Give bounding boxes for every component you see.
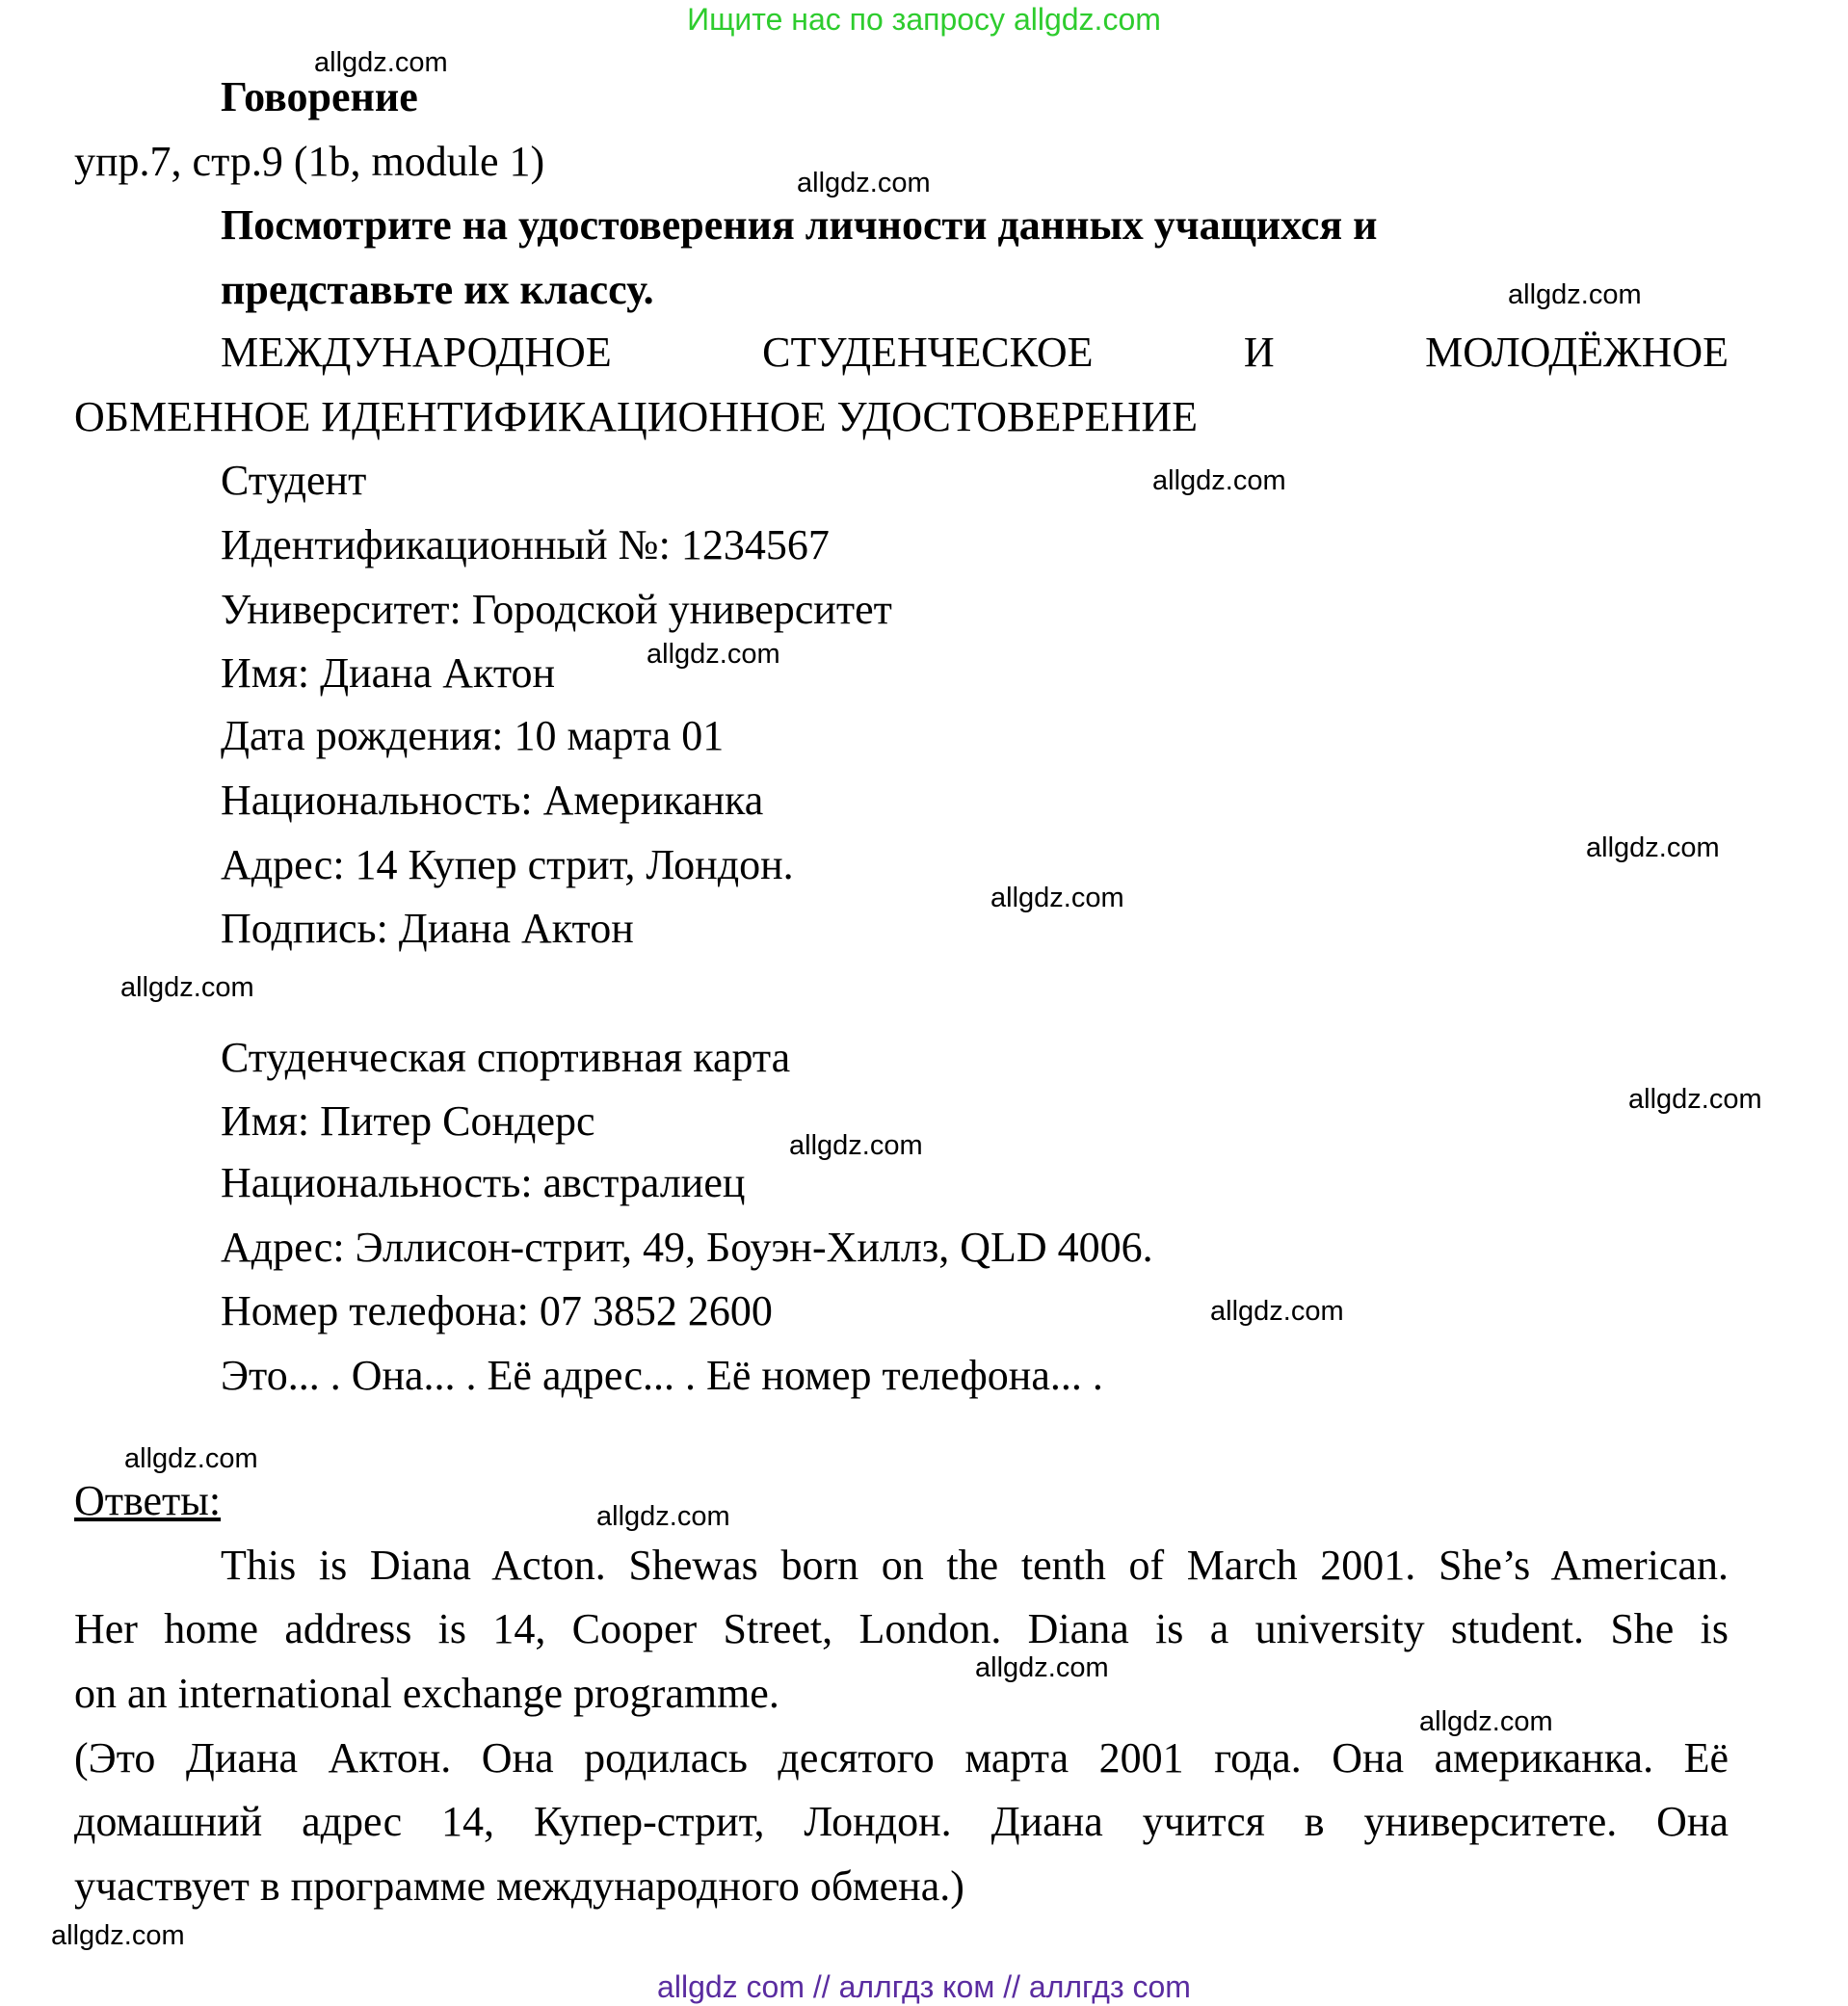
card2-line: Адрес: Эллисон-стрит, 49, Боуэн-Хиллз, QLD 4006. bbox=[221, 1224, 1153, 1271]
task-line: представьте их классу. bbox=[221, 266, 654, 313]
header-banner[interactable]: Ищите нас по запросу allgdz.com bbox=[687, 2, 1161, 37]
watermark: allgdz.com bbox=[1508, 279, 1642, 310]
card-line: Подпись: Диана Актон bbox=[221, 905, 634, 952]
watermark: allgdz.com bbox=[1210, 1296, 1344, 1327]
answer-line: домашний адрес 14, Купер-стрит, Лондон. Диана учится в университете. Она bbox=[74, 1798, 1729, 1845]
watermark: allgdz.com bbox=[1586, 832, 1720, 863]
watermark: allgdz.com bbox=[789, 1130, 923, 1161]
card-title-line: ОБМЕННОЕ ИДЕНТИФИКАЦИОННОЕ УДОСТОВЕРЕНИЕ bbox=[74, 393, 1198, 440]
watermark: allgdz.com bbox=[124, 1443, 258, 1474]
card-line: Национальность: Американка bbox=[221, 777, 764, 824]
card-line: Идентификационный №: 1234567 bbox=[221, 521, 830, 568]
watermark: allgdz.com bbox=[990, 883, 1124, 913]
answer-line: (Это Диана Актон. Она родилась десятого марта 2001 года. Она американка. Её bbox=[74, 1734, 1729, 1782]
card2-line: Национальность: австралиец bbox=[221, 1159, 746, 1206]
card-line: Дата рождения: 10 марта 01 bbox=[221, 712, 725, 759]
section-title: Говорение bbox=[221, 73, 418, 120]
card2-line: Это... . Она... . Её адрес... . Её номер телефона... . bbox=[221, 1352, 1103, 1399]
card2-line: Имя: Питер Сондерс bbox=[221, 1097, 595, 1145]
watermark: allgdz.com bbox=[975, 1652, 1109, 1683]
card-line: Имя: Диана Актон bbox=[221, 649, 556, 697]
answer-line: Her home address is 14, Cooper Street, London. Diana is a university student. She is bbox=[74, 1605, 1729, 1652]
card2-line: Студенческая спортивная карта bbox=[221, 1034, 791, 1081]
task-line: Посмотрите на удостоверения личности данных учащихся и bbox=[221, 201, 1378, 249]
card-title-line: МЕЖДУНАРОДНОЕ СТУДЕНЧЕСКОЕ И МОЛОДЁЖНОЕ bbox=[221, 329, 1729, 376]
answer-line: участвует в программе международного обмена.) bbox=[74, 1862, 964, 1910]
card-line: Университет: Городской университет bbox=[221, 586, 892, 633]
exercise-ref: упр.7, стр.9 (1b, module 1) bbox=[74, 138, 545, 185]
watermark: allgdz.com bbox=[797, 168, 931, 198]
watermark: allgdz.com bbox=[314, 47, 448, 78]
answer-line: This is Diana Acton. Shewas born on the tenth of March 2001. She’s American. bbox=[221, 1542, 1729, 1589]
answer-line: on an international exchange programme. bbox=[74, 1670, 779, 1717]
card-line: Адрес: 14 Купер стрит, Лондон. bbox=[221, 841, 794, 888]
watermark: allgdz.com bbox=[1628, 1084, 1762, 1115]
watermark: allgdz.com bbox=[1419, 1706, 1553, 1737]
watermark: allgdz.com bbox=[120, 972, 254, 1003]
card-line: Студент bbox=[221, 457, 367, 504]
watermark: allgdz.com bbox=[647, 639, 780, 670]
watermark: allgdz.com bbox=[51, 1920, 185, 1951]
watermark: allgdz.com bbox=[1152, 465, 1286, 496]
watermark: allgdz.com bbox=[596, 1501, 730, 1532]
answers-label: Ответы: bbox=[74, 1477, 222, 1524]
card2-line: Номер телефона: 07 3852 2600 bbox=[221, 1287, 773, 1334]
footer-links[interactable]: allgdz com // аллгдз ком // аллгдз com bbox=[657, 1969, 1191, 2004]
